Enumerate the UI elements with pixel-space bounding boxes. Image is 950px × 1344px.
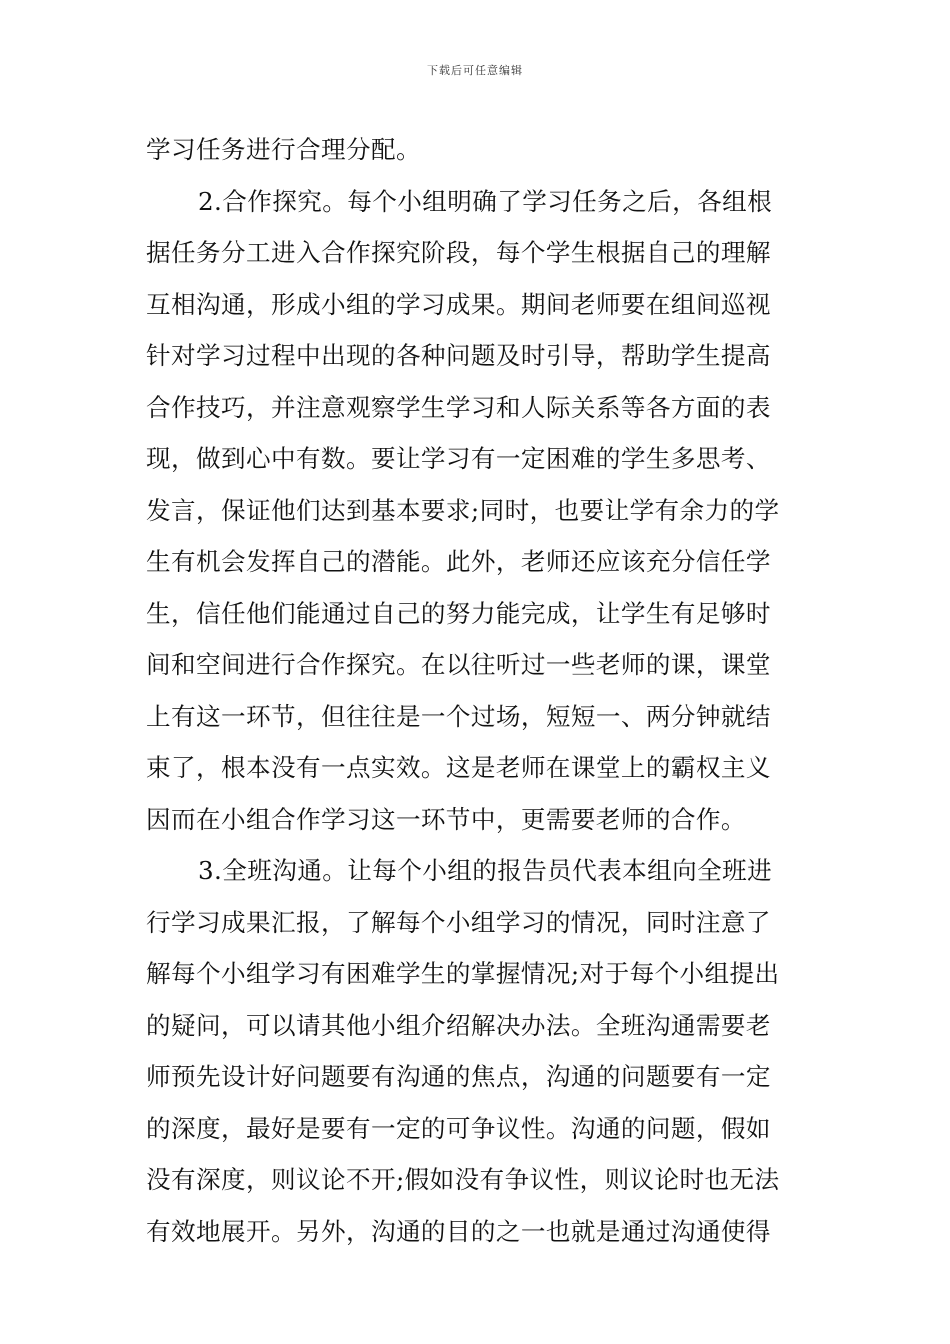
text-line: 上有这一环节，但往往是一个过场，短短一、两分钟就结 [146, 701, 771, 731]
text-line: 有效地展开。另外，沟通的目的之一也就是通过沟通使得 [146, 1216, 771, 1246]
text-line: 互相沟通，形成小组的学习成果。期间老师要在组间巡视 [146, 289, 771, 319]
text-line: 的疑问，可以请其他小组介绍解决办法。全班沟通需要老 [146, 1010, 771, 1040]
text-line: 现，做到心中有数。要让学习有一定困难的学生多思考、 [146, 444, 771, 473]
text-line: 师预先设计好问题要有沟通的焦点，沟通的问题要有一定 [146, 1062, 771, 1091]
text-line: 合作技巧，并注意观察学生学习和人际关系等各方面的表 [146, 392, 771, 422]
text-line: 的深度，最好是要有一定的可争议性。沟通的问题，假如 [146, 1113, 771, 1143]
text-line: 生有机会发挥自己的潜能。此外，老师还应该充分信任学 [146, 547, 771, 576]
text-line: 学习任务进行合理分配。 [146, 135, 421, 164]
text-line: 发言，保证他们达到基本要求;同时，也要让学有余力的学 [146, 495, 780, 525]
text-line: 没有深度，则议论不开;假如没有争议性，则议论时也无法 [146, 1165, 780, 1194]
body-text [146, 124, 806, 1257]
text-line: 解每个小组学习有困难学生的掌握情况;对于每个小组提出 [146, 959, 780, 988]
page-header: 下载后可任意编辑 [427, 64, 523, 77]
text-line: 行学习成果汇报，了解每个小组学习的情况，同时注意了 [146, 907, 771, 937]
text-line: 生，信任他们能通过自己的努力能完成，让学生有足够时 [146, 598, 771, 628]
text-line: 针对学习过程中出现的各种问题及时引导，帮助学生提高 [146, 341, 771, 370]
text-line: 间和空间进行合作探究。在以往听过一些老师的课，课堂 [146, 650, 771, 679]
text-line: 3.全班沟通。让每个小组的报告员代表本组向全班进 [198, 856, 773, 885]
text-line: 2.合作探究。每个小组明确了学习任务之后，各组根 [198, 186, 773, 216]
text-line: 因而在小组合作学习这一环节中，更需要老师的合作。 [146, 804, 746, 834]
text-line: 据任务分工进入合作探究阶段，每个学生根据自己的理解 [146, 238, 771, 267]
text-line: 束了，根本没有一点实效。这是老师在课堂上的霸权主义 [146, 753, 771, 782]
